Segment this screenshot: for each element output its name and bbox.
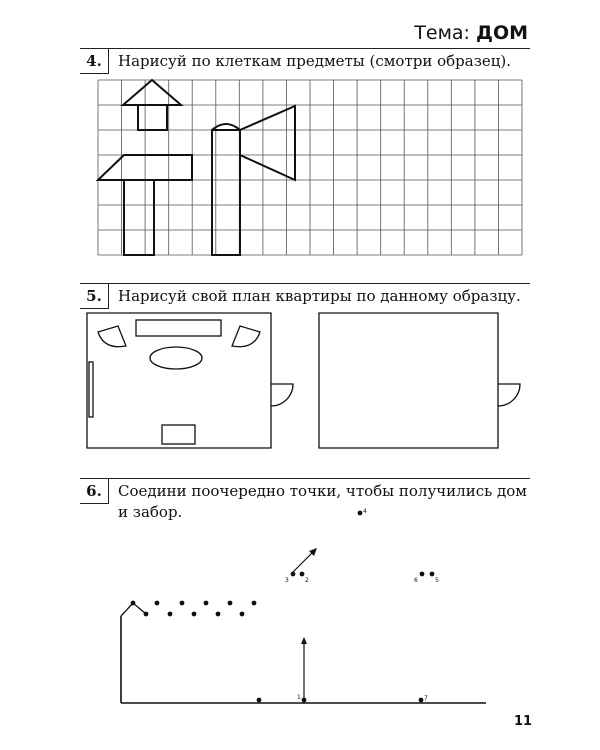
task-6-number: 6. <box>80 479 109 504</box>
empty-plan-walls <box>319 313 498 448</box>
fence-dot <box>204 601 209 606</box>
sample-plan-tv <box>162 425 195 444</box>
sample-plan-left-armchair <box>98 326 126 347</box>
task-6-text: Соедини поочередно точки, чтобы получились дом и забор. <box>118 482 527 521</box>
fence-dot <box>192 612 197 617</box>
dot-puzzle <box>121 508 486 703</box>
house-dot-7 <box>419 698 424 703</box>
sample-plan-right-armchair <box>232 326 260 347</box>
fence-dot <box>216 612 221 617</box>
empty-plan-door <box>498 384 520 406</box>
dot-label-4: 4 <box>363 508 367 515</box>
empty-plan <box>319 313 520 448</box>
fence-dot <box>144 612 149 617</box>
sample-plan-window <box>89 362 93 417</box>
topic-value: ДОМ <box>476 22 528 44</box>
birdhouse-roof <box>123 80 181 105</box>
task-4-text: Нарисуй по клеткам предметы (смотри образец). <box>118 52 512 70</box>
task-5-text: Нарисуй свой план квартиры по данному образцу. <box>118 287 521 305</box>
fence-dot <box>180 601 185 606</box>
hint-arrow-up-head <box>301 637 307 644</box>
page-number: 11 <box>514 714 533 729</box>
dot-label-7: 7 <box>424 695 428 702</box>
dot-label-1: 1 <box>297 694 301 701</box>
fence-dot <box>155 601 160 606</box>
house-dot-2 <box>300 572 305 577</box>
dot-label-2: 2 <box>305 577 309 584</box>
house-dot-6 <box>420 572 425 577</box>
sample-plan-table <box>150 347 202 369</box>
hint-arrow-diagonal <box>293 552 313 572</box>
dot-label-6: 6 <box>414 577 418 584</box>
dot-label-3: 3 <box>285 577 289 584</box>
fence-dot <box>252 601 257 606</box>
house-dot-4 <box>358 511 363 516</box>
sample-plan-sofa <box>136 320 221 336</box>
task-4-number: 4. <box>80 49 109 74</box>
fence-dot <box>257 698 262 703</box>
birdhouse-box <box>138 105 167 130</box>
house-dot-1 <box>302 698 307 703</box>
fence-dot <box>240 612 245 617</box>
task-5-number: 5. <box>80 284 109 309</box>
drawing-grid <box>98 80 522 255</box>
fence-dot <box>131 601 136 606</box>
sample-plan <box>87 313 293 448</box>
fence-dot <box>168 612 173 617</box>
sample-plan-door <box>271 384 293 406</box>
fence-dot <box>228 601 233 606</box>
dot-label-5: 5 <box>435 577 439 584</box>
house-dot-5 <box>430 572 435 577</box>
topic-label: Тема: <box>414 22 470 44</box>
house-dot-3 <box>291 572 296 577</box>
table-leg <box>124 180 154 255</box>
sample-plan-walls <box>87 313 271 448</box>
